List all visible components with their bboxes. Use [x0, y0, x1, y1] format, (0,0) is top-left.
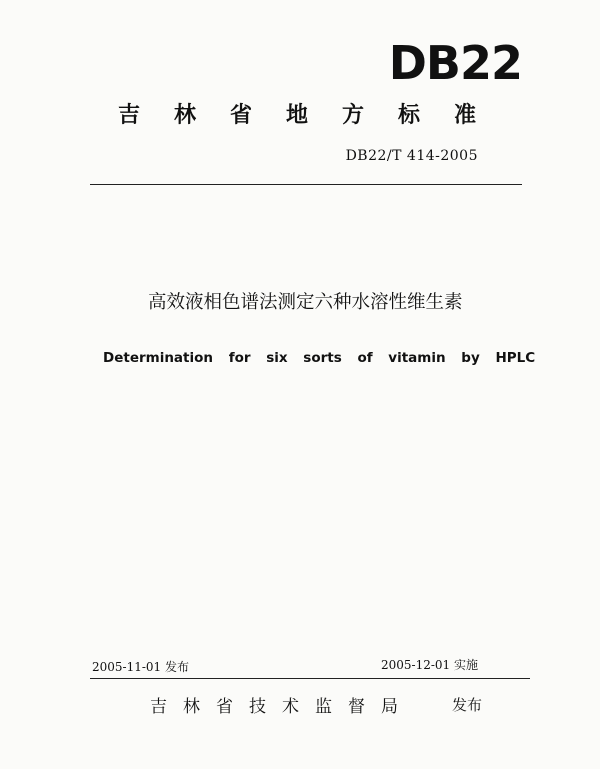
implementation-date: 2005-12-01 实施 — [380, 658, 478, 672]
bottom-divider — [90, 678, 530, 679]
provincial-standard-title: 吉林省地方标准 — [118, 103, 511, 128]
standard-code: DB22 — [388, 36, 522, 90]
issuing-authority: 吉林省技术监督局 — [150, 697, 414, 717]
standard-number: DB22/T 414-2005 — [345, 148, 478, 164]
document-title-english: Determination for six sorts of vitamin by HPLC — [103, 350, 536, 366]
top-divider — [90, 184, 522, 185]
publish-label: 发布 — [452, 696, 483, 714]
issue-date: 2005-11-01 发布 — [92, 660, 190, 674]
document-title-chinese: 高效液相色谱法测定六种水溶性维生素 — [148, 292, 463, 313]
